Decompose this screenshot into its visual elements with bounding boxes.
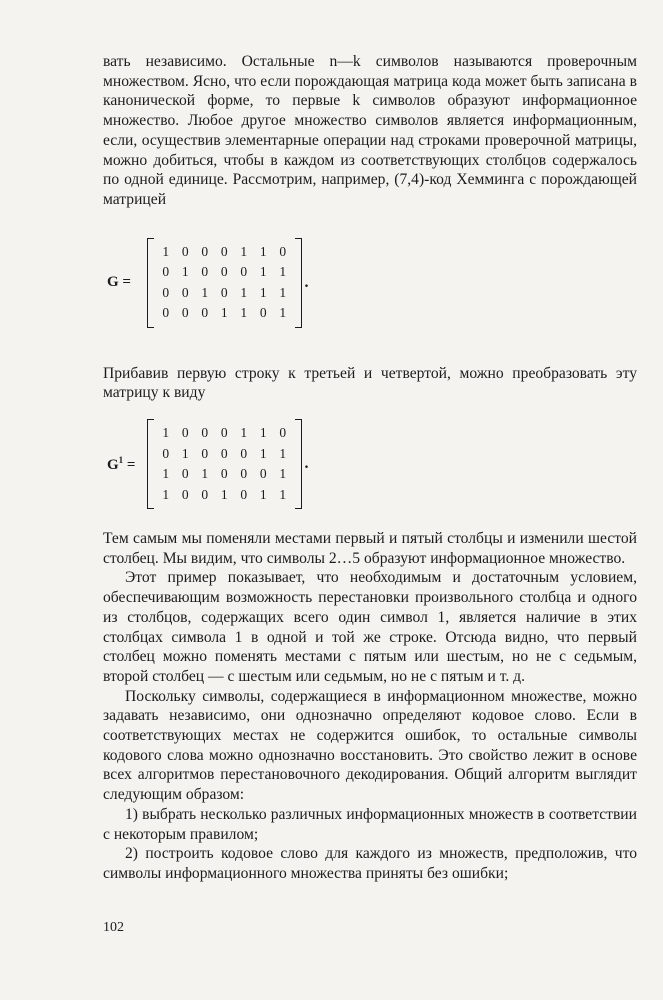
matrix-cell: 0: [162, 264, 170, 280]
matrix-cell: 1: [259, 243, 267, 259]
matrix-cell: 0: [162, 284, 170, 300]
matrix-cell: 1: [240, 284, 248, 300]
matrix-cell: 0: [279, 243, 287, 259]
left-bracket: [147, 238, 154, 328]
matrix-cell: 1: [220, 486, 228, 502]
paragraph-2: Прибавив первую строку к третьей и четвертой, можно преобразовать эту матрицу к виду: [103, 364, 637, 402]
matrix-cell: 1: [259, 425, 267, 441]
matrix-cell: 0: [181, 284, 189, 300]
matrix-cell: 0: [201, 486, 209, 502]
matrix-cell: 1: [240, 425, 248, 441]
matrix-cell: 0: [201, 264, 209, 280]
matrix-g-trailing: .: [304, 273, 309, 291]
matrix-g1-label: [107, 455, 147, 474]
matrix-cell: 0: [201, 243, 209, 259]
matrix-cell: 1: [279, 466, 287, 482]
matrix-cell: 0: [201, 305, 209, 321]
matrix-cell: 1: [259, 445, 267, 461]
paragraph-4: Этот пример показывает, что необходимым и достаточным условием, обеспечивающим возможность перестановки произвольного столбца и одного из столбцов, содержащих всего один символ 1, является наличие в этих столбцах символа 1 в одной и той же строке. Отсюда видно, что первый столбец можно поменять местами с пятым или шестым, но не с седьмым, второй столбец — с шестым или седьмым, но не с пятым и т. д.: [103, 569, 637, 685]
matrix-g-grid: [154, 239, 295, 327]
matrix-cell: 0: [240, 264, 248, 280]
matrix-g1: [107, 419, 637, 509]
matrix-cell: 0: [181, 243, 189, 259]
matrix-cell: 0: [162, 305, 170, 321]
matrix-cell: 1: [240, 243, 248, 259]
matrix-cell: 0: [240, 445, 248, 461]
matrix-cell: 0: [220, 425, 228, 441]
left-bracket: [147, 419, 154, 509]
matrix-cell: 1: [181, 264, 189, 280]
matrix-g1-grid: [154, 420, 295, 508]
right-bracket: [295, 419, 302, 509]
matrix-g: [107, 238, 637, 328]
list-item-2: 2) построить кодовое слово для каждого из множеств, предположив, что символы информационного множества приняты без ошибки;: [103, 845, 637, 882]
matrix-cell: 1: [259, 486, 267, 502]
matrix-cell: 0: [220, 264, 228, 280]
matrix-g-label: G =: [107, 274, 131, 291]
matrix-cell: 1: [220, 305, 228, 321]
matrix-cell: 1: [279, 486, 287, 502]
matrix-cell: 0: [259, 305, 267, 321]
paragraph-3: Тем самым мы поменяли местами первый и пятый столбцы и изменили шестой столбец. Мы видим, что символы 2…5 образуют информационное множество.: [103, 530, 637, 567]
matrix-cell: 1: [181, 445, 189, 461]
matrix-cell: 0: [181, 466, 189, 482]
intro-paragraph: вать независимо. Остальные n—k символов называются проверочным множеством. Ясно, что если порождающая матрица кода может быть записана в канонической форме, то первые k символов образуют информационное множество. Любое другое множество символов является информационным, если, осуществив элементарные операции над строками проверочной матрицы, можно добиться, чтобы в каждом из соответствующих столбцов содержалось по одной единице. Рассмотрим, например, (7,4)-код Хемминга с порождающей матрицей: [103, 53, 637, 208]
matrix-cell: 0: [220, 445, 228, 461]
matrix-cell: 0: [181, 486, 189, 502]
matrix-cell: 0: [220, 466, 228, 482]
matrix-cell: 0: [181, 425, 189, 441]
matrix-g1-label-sup: 1: [118, 454, 124, 465]
matrix-cell: 1: [162, 243, 170, 259]
page-body: [103, 52, 637, 884]
matrix-g1-label-main: G: [107, 456, 119, 473]
matrix-cell: 1: [162, 466, 170, 482]
matrix-cell: 0: [240, 486, 248, 502]
matrix-cell: 1: [240, 305, 248, 321]
list-item-1: 1) выбрать несколько различных информационных множеств в соответствии с некоторым правилом;: [103, 805, 637, 843]
matrix-cell: 0: [240, 466, 248, 482]
matrix-cell: 1: [201, 466, 209, 482]
matrix-cell: 0: [162, 445, 170, 461]
matrix-cell: 1: [279, 264, 287, 280]
matrix-cell: 0: [201, 445, 209, 461]
matrix-cell: 1: [162, 425, 170, 441]
page-number: 102: [103, 920, 124, 935]
matrix-g1-trailing: .: [304, 455, 309, 473]
matrix-cell: 1: [259, 284, 267, 300]
matrix-cell: 0: [220, 284, 228, 300]
matrix-cell: 0: [201, 425, 209, 441]
matrix-cell: 0: [220, 243, 228, 259]
paragraph-5: Поскольку символы, содержащиеся в информационном множестве, можно задавать независимо, они однозначно определяют кодовое слово. Если в соответствующих местах не содержится ошибок, то остальные символы кодового слова можно однозначно восстановить. Это свойство лежит в основе всех алгоритмов перестановочного декодирования. Общий алгоритм выглядит следующим образом:: [103, 687, 637, 804]
matrix-g1-label-eq: =: [123, 456, 136, 473]
right-bracket: [295, 238, 302, 328]
matrix-cell: 1: [201, 284, 209, 300]
matrix-cell: 0: [259, 466, 267, 482]
matrix-cell: 1: [279, 284, 287, 300]
matrix-cell: 1: [279, 305, 287, 321]
matrix-cell: 1: [259, 264, 267, 280]
matrix-cell: 0: [279, 425, 287, 441]
matrix-cell: 0: [181, 305, 189, 321]
matrix-cell: 1: [162, 486, 170, 502]
matrix-cell: 1: [279, 445, 287, 461]
